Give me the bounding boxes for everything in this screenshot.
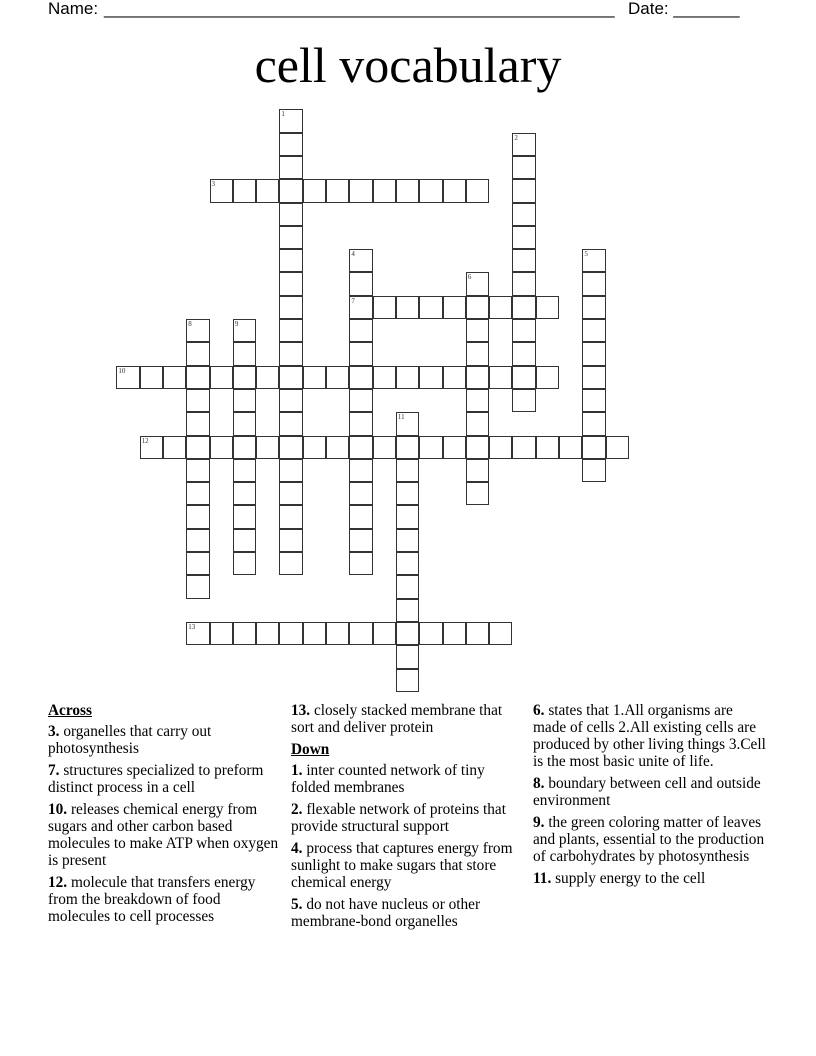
crossword-cell[interactable] <box>466 389 489 412</box>
clue-text: structures specialized to preform distinct process in a cell <box>48 762 264 796</box>
crossword-cell[interactable] <box>396 575 419 598</box>
clue-number-label: 1 <box>281 110 285 119</box>
crossword-cell[interactable] <box>233 179 256 202</box>
clue-text: releases chemical energy from sugars and other carbon based molecules to make ATP when oxygen is present <box>48 801 279 869</box>
crossword-cell[interactable] <box>489 366 512 389</box>
crossword-cell[interactable] <box>210 436 233 459</box>
clue-number: 2. <box>291 801 303 818</box>
crossword-cell[interactable] <box>279 366 302 389</box>
crossword-cell[interactable] <box>233 622 256 645</box>
crossword-cell[interactable] <box>396 505 419 528</box>
crossword-cell[interactable] <box>466 622 489 645</box>
crossword-cell[interactable] <box>233 319 256 342</box>
clue-number: 7. <box>48 762 60 779</box>
crossword-cell[interactable] <box>279 459 302 482</box>
crossword-cell[interactable] <box>419 436 442 459</box>
crossword-cell[interactable] <box>349 296 372 319</box>
crossword-cell[interactable] <box>489 296 512 319</box>
crossword-cell[interactable] <box>466 296 489 319</box>
crossword-cell[interactable] <box>210 622 233 645</box>
clue-across-13 <box>291 702 526 736</box>
crossword-cell[interactable] <box>256 622 279 645</box>
crossword-cell[interactable] <box>419 622 442 645</box>
crossword-cell[interactable] <box>186 436 209 459</box>
crossword-cell[interactable] <box>279 436 302 459</box>
clue-text: molecule that transfers energy from the breakdown of food molecules to cell processes <box>48 874 256 925</box>
crossword-cell[interactable] <box>512 389 535 412</box>
clue-text: boundary between cell and outside environment <box>533 775 761 809</box>
crossword-cell[interactable] <box>512 226 535 249</box>
crossword-cell[interactable] <box>512 366 535 389</box>
crossword-cell[interactable] <box>186 319 209 342</box>
name-field[interactable]: ______________________________________________________ <box>104 0 615 18</box>
clue-number-label: 13 <box>188 622 196 631</box>
crossword-cell[interactable] <box>419 296 442 319</box>
crossword-cell[interactable] <box>512 436 535 459</box>
crossword-cell[interactable] <box>279 505 302 528</box>
crossword-cell[interactable] <box>419 366 442 389</box>
crossword-cell[interactable] <box>466 272 489 295</box>
crossword-cell[interactable] <box>512 342 535 365</box>
crossword-cell[interactable] <box>443 179 466 202</box>
crossword-cell[interactable] <box>349 412 372 435</box>
crossword-cell[interactable] <box>443 436 466 459</box>
crossword-cell[interactable] <box>233 366 256 389</box>
clue-number: 5. <box>291 896 303 913</box>
crossword-cell[interactable] <box>466 319 489 342</box>
crossword-cell[interactable] <box>373 622 396 645</box>
crossword-cell[interactable] <box>396 482 419 505</box>
crossword-cell[interactable] <box>349 552 372 575</box>
crossword-cell[interactable] <box>582 366 605 389</box>
clues-column-3 <box>533 702 768 892</box>
crossword-cell[interactable] <box>443 622 466 645</box>
crossword-cell[interactable] <box>233 389 256 412</box>
clue-text: inter counted network of tiny folded membranes <box>291 762 485 796</box>
crossword-cell[interactable] <box>419 179 442 202</box>
crossword-cell[interactable] <box>512 156 535 179</box>
crossword-cell[interactable] <box>536 436 559 459</box>
crossword-cell[interactable] <box>186 366 209 389</box>
crossword-cell[interactable] <box>582 319 605 342</box>
crossword-cell[interactable] <box>512 203 535 226</box>
crossword-cell[interactable] <box>396 529 419 552</box>
crossword-cell[interactable] <box>349 366 372 389</box>
crossword-cell[interactable] <box>279 156 302 179</box>
clue-text: do not have nucleus or other membrane-bond organelles <box>291 896 481 930</box>
crossword-cell[interactable] <box>512 249 535 272</box>
clue-number: 12. <box>48 874 68 891</box>
clue-number-label: 5 <box>584 250 588 259</box>
crossword-cell[interactable] <box>536 296 559 319</box>
clues-column-1 <box>48 702 283 930</box>
crossword-cell[interactable] <box>396 645 419 668</box>
crossword-cell[interactable] <box>186 459 209 482</box>
clue-down-4 <box>291 840 526 891</box>
crossword-cell[interactable] <box>466 366 489 389</box>
crossword-cell[interactable] <box>373 436 396 459</box>
crossword-cell[interactable] <box>303 436 326 459</box>
crossword-cell[interactable] <box>279 249 302 272</box>
crossword-cell[interactable] <box>279 552 302 575</box>
crossword-cell[interactable] <box>279 412 302 435</box>
clue-across-7 <box>48 762 283 796</box>
crossword-cell[interactable] <box>326 622 349 645</box>
clue-text: the green coloring matter of leaves and plants, essential to the production of carbohydrates by photosynthesis <box>533 814 765 865</box>
crossword-cell[interactable] <box>279 389 302 412</box>
crossword-cell[interactable] <box>582 389 605 412</box>
crossword-cell[interactable] <box>210 179 233 202</box>
crossword-cell[interactable] <box>396 459 419 482</box>
crossword-cell[interactable] <box>512 133 535 156</box>
clue-down-8 <box>533 775 768 809</box>
crossword-cell[interactable] <box>466 342 489 365</box>
crossword-cell[interactable] <box>466 436 489 459</box>
crossword-cell[interactable] <box>279 109 302 132</box>
crossword-cell[interactable] <box>186 342 209 365</box>
crossword-cell[interactable] <box>233 505 256 528</box>
clue-number-label: 8 <box>188 320 192 328</box>
crossword-cell[interactable] <box>279 482 302 505</box>
crossword-cell[interactable] <box>349 389 372 412</box>
clue-number-label: 3 <box>211 180 215 189</box>
clue-down-9 <box>533 814 768 865</box>
crossword-cell[interactable] <box>233 552 256 575</box>
down-heading: Down <box>291 741 330 758</box>
crossword-cell[interactable] <box>582 249 605 272</box>
crossword-cell[interactable] <box>582 412 605 435</box>
clue-number-label: 10 <box>118 366 126 375</box>
crossword-cell[interactable] <box>466 412 489 435</box>
crossword-cell[interactable] <box>140 436 163 459</box>
crossword-cell[interactable] <box>373 179 396 202</box>
crossword-cell[interactable] <box>256 366 279 389</box>
clue-number: 8. <box>533 775 545 792</box>
crossword-cell[interactable] <box>256 179 279 202</box>
crossword-cell[interactable] <box>349 482 372 505</box>
crossword-cell[interactable] <box>349 622 372 645</box>
crossword-cell[interactable] <box>512 272 535 295</box>
clue-text: states that 1.All organisms are made of cells 2.All existing cells are produced by other living things 3.Cell is the most basic unite of life. <box>533 702 766 770</box>
clues-column-2 <box>291 702 526 935</box>
crossword-cell[interactable] <box>186 575 209 598</box>
crossword-cell[interactable] <box>396 366 419 389</box>
crossword-cell[interactable] <box>303 179 326 202</box>
clue-down-11 <box>533 870 768 887</box>
crossword-cell[interactable] <box>186 412 209 435</box>
crossword-cell[interactable] <box>396 179 419 202</box>
crossword-cell[interactable] <box>373 296 396 319</box>
clue-across-12 <box>48 874 283 925</box>
crossword-cell[interactable] <box>489 436 512 459</box>
crossword-cell[interactable] <box>582 459 605 482</box>
crossword-cell[interactable] <box>489 622 512 645</box>
clue-number: 9. <box>533 814 545 831</box>
crossword-cell[interactable] <box>349 529 372 552</box>
crossword-cell[interactable] <box>303 622 326 645</box>
crossword-cell[interactable] <box>443 296 466 319</box>
crossword-cell[interactable] <box>559 436 582 459</box>
crossword-cell[interactable] <box>349 249 372 272</box>
crossword-cell[interactable] <box>279 272 302 295</box>
clue-number: 1. <box>291 762 303 779</box>
crossword-cell[interactable] <box>326 436 349 459</box>
clue-down-1 <box>291 762 526 796</box>
crossword-cell[interactable] <box>396 599 419 622</box>
clue-number-label: 2 <box>514 133 518 142</box>
crossword-cell[interactable] <box>512 179 535 202</box>
crossword-cell[interactable] <box>606 436 629 459</box>
clue-number: 11. <box>533 870 552 887</box>
crossword-cell[interactable] <box>279 203 302 226</box>
crossword-cell[interactable] <box>396 669 419 692</box>
crossword-cell[interactable] <box>349 342 372 365</box>
crossword-cell[interactable] <box>396 552 419 575</box>
crossword-cell[interactable] <box>279 226 302 249</box>
crossword-cell[interactable] <box>582 272 605 295</box>
crossword-cell[interactable] <box>466 459 489 482</box>
crossword-cell[interactable] <box>326 179 349 202</box>
crossword-cell[interactable] <box>186 482 209 505</box>
crossword-cell[interactable] <box>163 366 186 389</box>
crossword-cell[interactable] <box>349 436 372 459</box>
clue-number: 4. <box>291 840 303 857</box>
crossword-cell[interactable] <box>443 366 466 389</box>
crossword-cell[interactable] <box>373 366 396 389</box>
clue-text: closely stacked membrane that sort and deliver protein <box>291 702 503 736</box>
crossword-cell[interactable] <box>279 319 302 342</box>
crossword-cell[interactable] <box>396 296 419 319</box>
clue-text: process that captures energy from sunlight to make sugars that store chemical energy <box>291 840 513 891</box>
clue-number: 6. <box>533 702 545 719</box>
crossword-cell[interactable] <box>582 342 605 365</box>
crossword-cell[interactable] <box>163 436 186 459</box>
crossword-cell[interactable] <box>116 366 139 389</box>
crossword-cell[interactable] <box>326 366 349 389</box>
crossword-cell[interactable] <box>396 412 419 435</box>
crossword-cell[interactable] <box>279 622 302 645</box>
crossword-cell[interactable] <box>349 272 372 295</box>
crossword-cell[interactable] <box>186 389 209 412</box>
crossword-cell[interactable] <box>512 319 535 342</box>
clue-number-label: 11 <box>397 413 405 422</box>
crossword-cell[interactable] <box>233 436 256 459</box>
crossword-cell[interactable] <box>279 342 302 365</box>
clue-text: organelles that carry out photosynthesis <box>48 723 212 757</box>
crossword-cell[interactable] <box>466 179 489 202</box>
crossword-cell[interactable] <box>186 529 209 552</box>
crossword-cell[interactable] <box>210 366 233 389</box>
clue-number: 13. <box>291 702 311 719</box>
clue-down-2 <box>291 801 526 835</box>
crossword-cell[interactable] <box>186 552 209 575</box>
crossword-cell[interactable] <box>466 482 489 505</box>
crossword-cell[interactable] <box>233 482 256 505</box>
page-title: cell vocabulary <box>254 37 562 93</box>
clue-number-label: 12 <box>141 436 149 445</box>
crossword-cell[interactable] <box>582 436 605 459</box>
clue-text: supply energy to the cell <box>555 870 706 887</box>
name-label: Name: <box>48 0 99 18</box>
crossword-cell[interactable] <box>186 505 209 528</box>
crossword-cell[interactable] <box>233 459 256 482</box>
clue-text: flexable network of proteins that provide structural support <box>291 801 506 835</box>
clue-number-label: 6 <box>467 273 472 282</box>
clue-number-label: 9 <box>234 320 239 328</box>
crossword-cell[interactable] <box>279 529 302 552</box>
crossword-cell[interactable] <box>233 342 256 365</box>
clue-across-10 <box>48 801 283 869</box>
clue-number: 3. <box>48 723 60 740</box>
crossword-cell[interactable] <box>186 622 209 645</box>
crossword-cell[interactable] <box>256 436 279 459</box>
crossword-cell[interactable] <box>279 179 302 202</box>
across-heading: Across <box>48 702 92 719</box>
crossword-cell[interactable] <box>396 436 419 459</box>
crossword-cell[interactable] <box>396 622 419 645</box>
crossword-cell[interactable] <box>279 133 302 156</box>
clue-number: 10. <box>48 801 68 818</box>
crossword-cell[interactable] <box>349 319 372 342</box>
crossword-cell[interactable] <box>233 412 256 435</box>
crossword-cell[interactable] <box>279 296 302 319</box>
crossword-cell[interactable] <box>582 296 605 319</box>
crossword-cell[interactable] <box>349 459 372 482</box>
crossword-cell[interactable] <box>536 366 559 389</box>
clue-down-5 <box>291 896 526 930</box>
clue-number-label: 7 <box>351 296 355 305</box>
clue-across-3 <box>48 723 283 757</box>
crossword-cell[interactable] <box>140 366 163 389</box>
crossword-cell[interactable] <box>349 505 372 528</box>
crossword-cell[interactable] <box>349 179 372 202</box>
crossword-cell[interactable] <box>512 296 535 319</box>
clue-number-label: 4 <box>351 250 355 259</box>
date-field[interactable]: Date: _______ <box>628 0 740 18</box>
crossword-cell[interactable] <box>233 529 256 552</box>
crossword-cell[interactable] <box>303 366 326 389</box>
clue-down-6 <box>533 702 768 770</box>
